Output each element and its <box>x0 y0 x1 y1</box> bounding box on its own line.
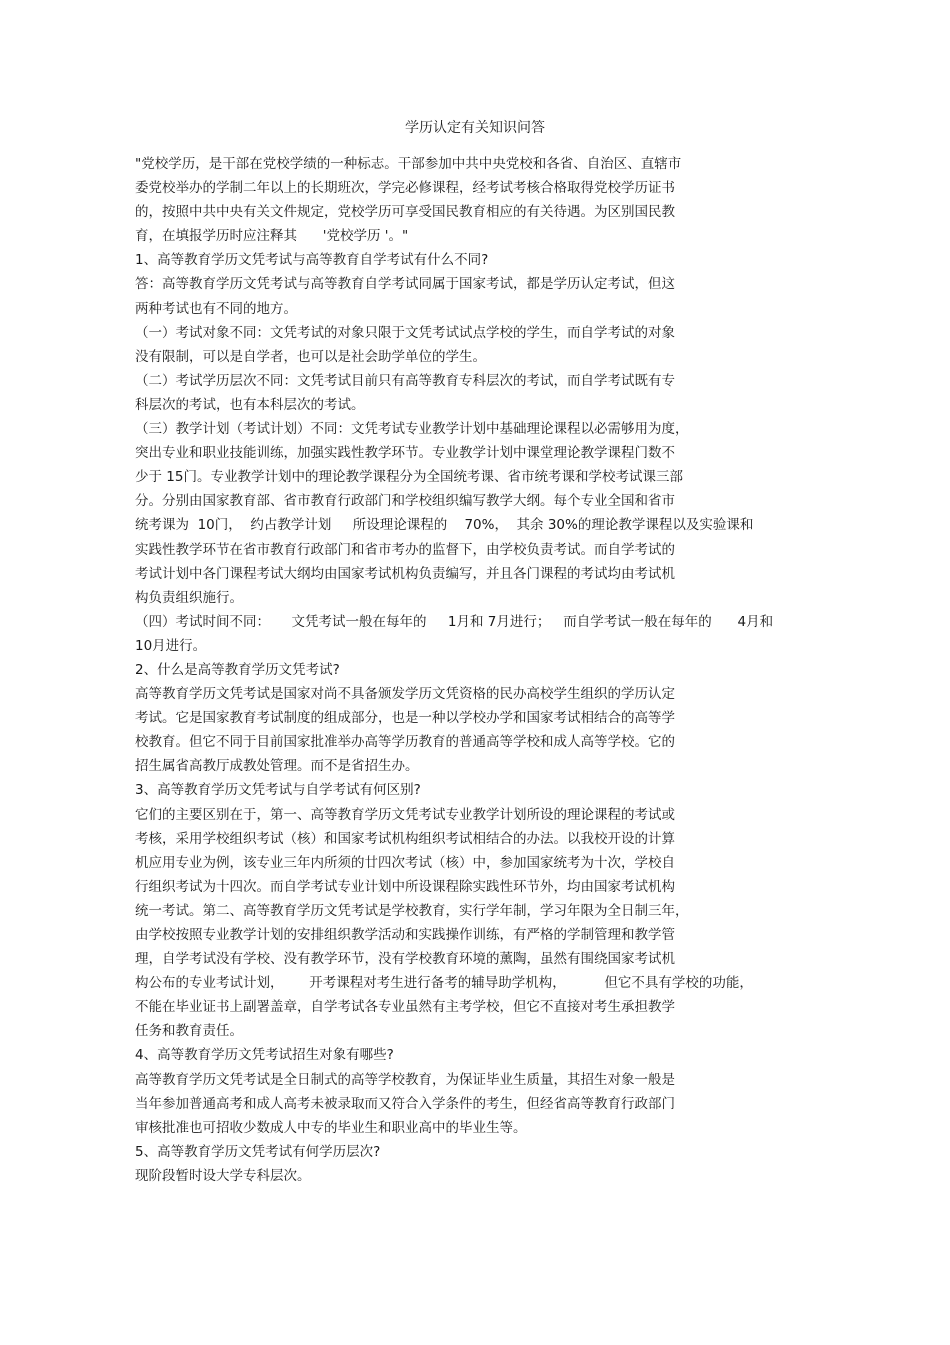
text-line: 现阶段暂时设大学专科层次。 <box>135 1167 311 1184</box>
document-title: 学历认定有关知识问答 <box>405 120 545 136</box>
text-line: 招生属省高教厅成教处管理。而不是省招生办。 <box>135 758 419 775</box>
text-line: 统一考试。第二、高等教育学历文凭考试是学校教育，实行学年制，学习年限为全日制三年， <box>135 902 689 919</box>
text-line: 1、高等教育学历文凭考试与高等教育自学考试有什么不同? <box>135 252 489 269</box>
text-line: 答：高等教育学历文凭考试与高等教育自学考试同属于国家考试，都是学历认定考试，但这 <box>135 276 675 293</box>
text-line: 审核批准也可招收少数成人中专的毕业生和职业高中的毕业生等。 <box>135 1119 527 1136</box>
text-line: 考核，采用学校组织考试（核）和国家考试机构组织考试相结合的办法。以我校开设的计算 <box>135 830 675 847</box>
text-line: （三）教学计划（考试计划）不同：文凭考试专业教学计划中基础理论课程以必需够用为度， <box>135 421 689 438</box>
text-line: （四）考试时间不同： 文凭考试一般在每年的 1月和 7月进行； 而自学考试一般在每年的 4月和 <box>135 613 774 630</box>
text-line: 考试。它是国家教育考试制度的组成部分，也是一种以学校办学和国家考试相结合的高等学 <box>135 710 675 727</box>
text-line: 任务和教育责任。 <box>135 1023 243 1040</box>
text-line: 的，按照中共中央有关文件规定，党校学历可享受国民教育相应的有关待遇。为区别国民教 <box>135 204 675 221</box>
text-line: 考试计划中各门课程考试大纲均由国家考试机构负责编写，并且各门课程的考试均由考试机 <box>135 565 675 582</box>
text-line: 它们的主要区别在于，第一、高等教育学历文凭考试专业教学计划所设的理论课程的考试或 <box>135 806 675 823</box>
text-line: （二）考试学历层次不同：文凭考试目前只有高等教育专科层次的考试，而自学考试既有专 <box>135 372 675 389</box>
text-line: 实践性教学环节在省市教育行政部门和省市考办的监督下，由学校负责考试。而自学考试的 <box>135 541 675 558</box>
text-line: （一）考试对象不同：文凭考试的对象只限于文凭考试试点学校的学生，而自学考试的对象 <box>135 324 675 341</box>
text-line: 没有限制，可以是自学者，也可以是社会助学单位的学生。 <box>135 348 486 365</box>
text-line: 高等教育学历文凭考试是国家对尚不具备颁发学历文凭资格的民办高校学生组织的学历认定 <box>135 686 675 703</box>
text-line: "党校学历，是干部在党校学绩的一种标志。干部参加中共中央党校和各省、自治区、直辖市 <box>135 156 682 172</box>
text-line: 突出专业和职业技能训练，加强实践性教学环节。专业教学计划中课堂理论教学课程门数不 <box>135 445 675 462</box>
text-line: 3、高等教育学历文凭考试与自学考试有何区别? <box>135 782 421 799</box>
text-line: 分。分别由国家教育部、省市教育行政部门和学校组织编写教学大纲。每个专业全国和省市 <box>135 493 675 510</box>
text-line: 不能在毕业证书上副署盖章，自学考试各专业虽然有主考学校，但它不直接对考生承担教学 <box>135 999 675 1016</box>
text-line: 4、高等教育学历文凭考试招生对象有哪些? <box>135 1047 394 1064</box>
text-line: 5、高等教育学历文凭考试有何学历层次? <box>135 1143 381 1160</box>
text-line: 育，在填报学历时应注释其 '党校学历 '。" <box>135 228 409 245</box>
text-line: 理，自学考试没有学校、没有教学环节，没有学校教育环境的薰陶，虽然有围绕国家考试机 <box>135 951 675 968</box>
text-line: 行组织考试为十四次。而自学考试专业计划中所设课程除实践性环节外，均由国家考试机构 <box>135 878 675 895</box>
text-line: 由学校按照专业教学计划的安排组织教学活动和实践操作训练，有严格的学制管理和教学管 <box>135 927 675 943</box>
text-line: 10月进行。 <box>135 637 207 654</box>
text-line: 高等教育学历文凭考试是全日制式的高等学校教育，为保证毕业生质量，其招生对象一般是 <box>135 1071 675 1088</box>
text-line: 统考课为 10门， 约占教学计划 所设理论课程的 70%， 其余 30%的理论教学课程以及实验课和 <box>135 517 754 534</box>
text-line: 构负责组织施行。 <box>135 589 243 606</box>
text-line: 少于 15门。专业教学计划中的理论教学课程分为全国统考课、省市统考课和学校考试课三部 <box>135 469 683 486</box>
text-line: 科层次的考试，也有本科层次的考试。 <box>135 396 365 413</box>
document-body <box>135 152 835 1188</box>
text-line: 校教育。但它不同于目前国家批准举办高等学历教育的普通高等学校和成人高等学校。它的 <box>135 734 675 751</box>
text-line: 委党校举办的学制二年以上的长期班次，学完必修课程，经考试考核合格取得党校学历证书 <box>135 180 675 197</box>
text-line: 构公布的专业考试计划， 开考课程对考生进行备考的辅导助学机构， 但它不具有学校的功能， <box>135 975 753 992</box>
text-line: 两种考试也有不同的地方。 <box>135 300 297 317</box>
text-line: 当年参加普通高考和成人高考未被录取而又符合入学条件的考生，但经省高等教育行政部门 <box>135 1095 675 1112</box>
text-line: 机应用专业为例，该专业三年内所须的廿四次考试（核）中，参加国家统考为十次，学校自 <box>135 854 675 871</box>
text-line: 2、什么是高等教育学历文凭考试? <box>135 661 340 678</box>
